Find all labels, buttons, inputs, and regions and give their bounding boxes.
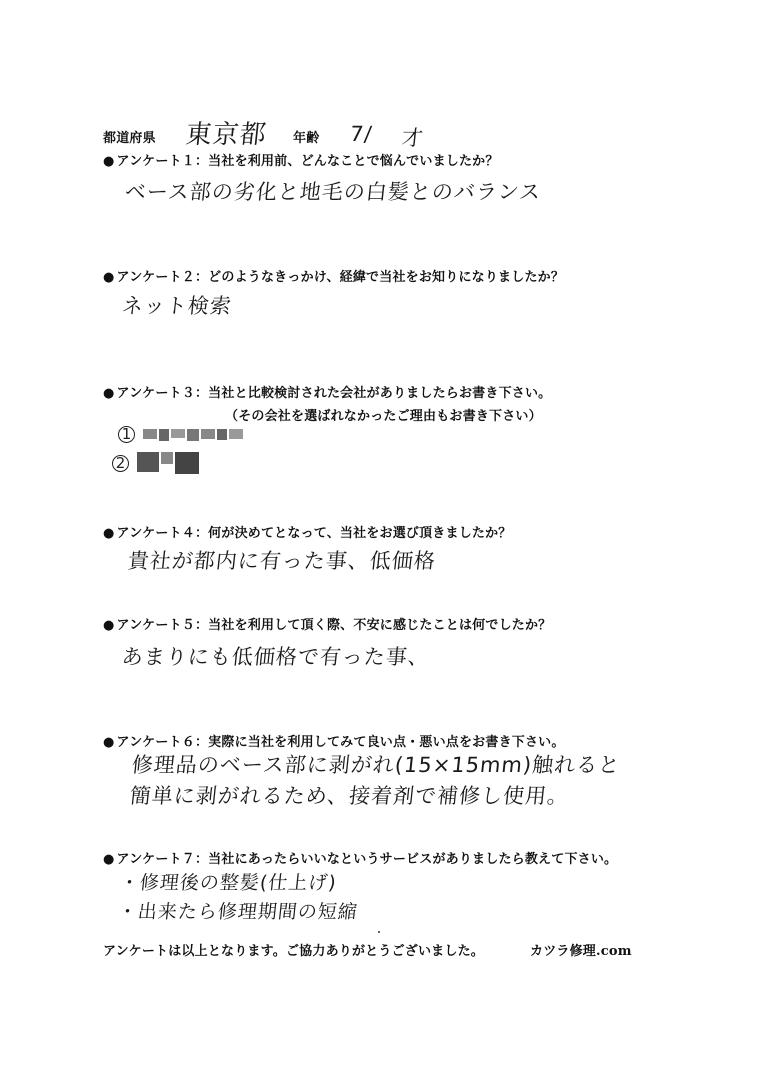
question-3-text: 当社と比較検討された会社がありましたらお書き下さい。 — [208, 386, 552, 401]
question-6-text: 実際に当社を利用してみて良い点・悪い点をお書き下さい。 — [208, 735, 565, 750]
question-3 — [103, 382, 551, 401]
brand-name: カツラ修理.com — [530, 944, 632, 959]
answer-6-line-1: 修理品のベース部に剥がれ(15×15mm)触れると — [130, 753, 622, 777]
bullet-icon: ● — [103, 270, 115, 285]
question-5-text: 当社を利用して頂く際、不安に感じたことは何でしたか？ — [208, 618, 552, 633]
question-5-label: アンケート５： — [116, 618, 209, 633]
question-4 — [103, 522, 512, 541]
redacted-company-1 — [118, 426, 243, 443]
age-value: 7/ — [348, 122, 374, 146]
question-2-label: アンケート２： — [116, 270, 209, 285]
question-7 — [103, 848, 617, 867]
answer-3-number-2: 2 — [112, 455, 129, 472]
question-7-text: 当社にあったらいいなというサービスがありましたら教えて下さい。 — [208, 852, 618, 867]
answer-7-line-2: ・出来たら修理期間の短縮 — [116, 901, 360, 923]
bullet-icon: ● — [103, 526, 115, 541]
question-3-subtext: （その会社を選ばれなかったご理由もお書き下さい） — [225, 409, 542, 424]
bullet-icon: ● — [103, 735, 115, 750]
question-6 — [103, 731, 565, 750]
answer-1-line-1: ベース部の劣化と地毛の白髪とのバランス — [123, 180, 543, 204]
redaction-mosaic — [137, 452, 199, 474]
closing-text: アンケートは以上となります。ご協力ありがとうございました。 — [103, 944, 484, 959]
answer-6-line-2: 簡単に剥がれるため、接着剤で補修し使用。 — [128, 784, 571, 808]
bullet-icon: ● — [103, 852, 115, 867]
question-4-text: 何が決めてとなって、当社をお選び頂きましたか？ — [208, 526, 512, 541]
redaction-mosaic — [143, 429, 243, 441]
answer-3-number-1: 1 — [118, 426, 135, 443]
answer-7-line-1: ・修理後の整髪(仕上げ) — [118, 872, 338, 894]
prefecture-value: 東京都 — [184, 120, 269, 150]
prefecture-label: 都道府県 — [103, 131, 156, 146]
age-label: 年齢 — [293, 131, 320, 146]
question-2 — [103, 266, 564, 285]
age-unit: 才 — [400, 126, 426, 150]
stray-pen-mark — [378, 931, 380, 933]
answer-2-line-1: ネット検索 — [120, 294, 234, 318]
question-4-label: アンケート４： — [116, 526, 209, 541]
question-6-label: アンケート６： — [116, 735, 209, 750]
question-1-text: 当社を利用前、どんなことで悩んでいましたか？ — [208, 154, 499, 169]
bullet-icon: ● — [103, 154, 115, 169]
question-5 — [103, 614, 551, 633]
redacted-company-2 — [112, 452, 199, 474]
question-2-text: どのようなきっかけ、経緯で当社をお知りになりましたか？ — [208, 270, 565, 285]
answer-5-line-1: あまりにも低価格で有った事、 — [120, 645, 432, 669]
bullet-icon: ● — [103, 386, 115, 401]
bullet-icon: ● — [103, 618, 115, 633]
question-1 — [103, 150, 499, 169]
answer-4-line-1: 貴社が都内に有った事、低価格 — [126, 549, 438, 573]
question-1-label: アンケート１： — [116, 154, 209, 169]
question-7-label: アンケート７： — [116, 852, 209, 867]
question-3-label: アンケート３： — [116, 386, 209, 401]
